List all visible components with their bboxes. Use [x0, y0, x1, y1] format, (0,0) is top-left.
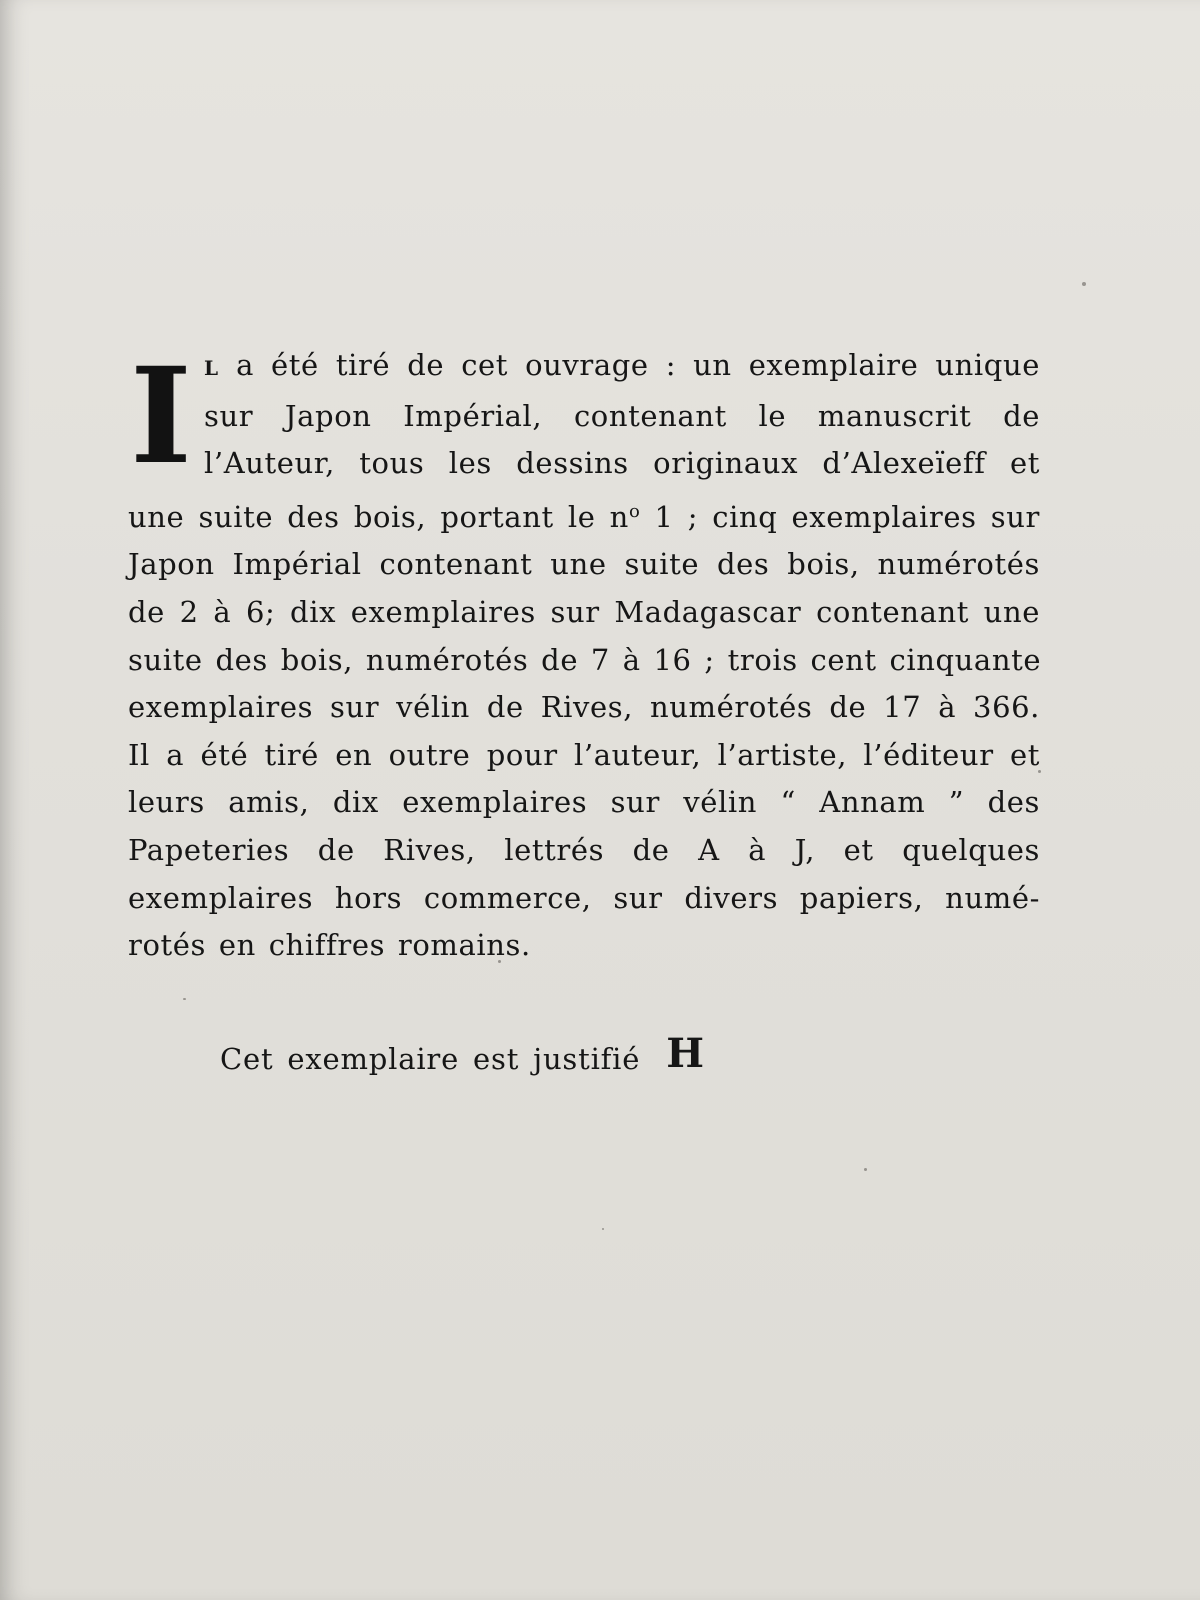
- paper-speck: [864, 1168, 867, 1171]
- copy-justification: [220, 1030, 705, 1077]
- paper-speck: [602, 1228, 604, 1230]
- paragraph-line-9: Il a été tiré en outre pour l’auteur, l’artiste, l’éditeur et: [128, 737, 1040, 772]
- paragraph-line-2: sur Japon Impérial, contenant le manuscrit de: [204, 398, 1040, 433]
- copy-letter: H: [666, 1030, 705, 1077]
- paper-speck: [1082, 282, 1086, 286]
- superscript-o: o: [628, 500, 641, 522]
- paragraph-line-4: [128, 488, 1040, 542]
- line-text: a été tiré de cet ouvrage : un exemplaire unique: [219, 348, 1040, 382]
- paragraph-line-3: l’Auteur, tous les dessins originaux d’Alexeïeff et: [204, 446, 1040, 481]
- justification-paragraph: [128, 342, 1040, 970]
- paragraph-line-10: leurs amis, dix exemplaires sur vélin “ Annam ” des: [128, 785, 1040, 820]
- paper-speck: [183, 998, 186, 1000]
- justification-label: Cet exemplaire est justifié: [220, 1042, 641, 1076]
- paragraph-line-1: [182, 342, 1040, 393]
- paragraph-line-8: exemplaires sur vélin de Rives, numérotés de 17 à 366.: [128, 690, 1040, 725]
- paragraph-line-5: Japon Impérial contenant une suite des bois, numérotés: [128, 547, 1040, 582]
- paper-speck: [498, 960, 501, 963]
- line-text: 1 ; cinq exemplaires sur: [640, 499, 1040, 534]
- paragraph-line-12: exemplaires hors commerce, sur divers papiers, numé-: [128, 880, 1040, 915]
- paragraph-line-11: Papeteries de Rives, lettrés de A à J, et quelques: [128, 832, 1040, 867]
- paragraph-line-6: de 2 à 6; dix exemplaires sur Madagascar contenant une: [128, 594, 1040, 629]
- paragraph-line-13: rotés en chiffres romains.: [128, 928, 531, 963]
- lead-small-cap: L: [204, 356, 220, 380]
- line-text: une suite des bois, portant le n: [128, 499, 629, 534]
- paper-speck: [1038, 770, 1041, 773]
- drop-cap-letter: I: [130, 339, 192, 494]
- paragraph-line-7: suite des bois, numérotés de 7 à 16 ; trois cent cinquante: [128, 642, 1042, 677]
